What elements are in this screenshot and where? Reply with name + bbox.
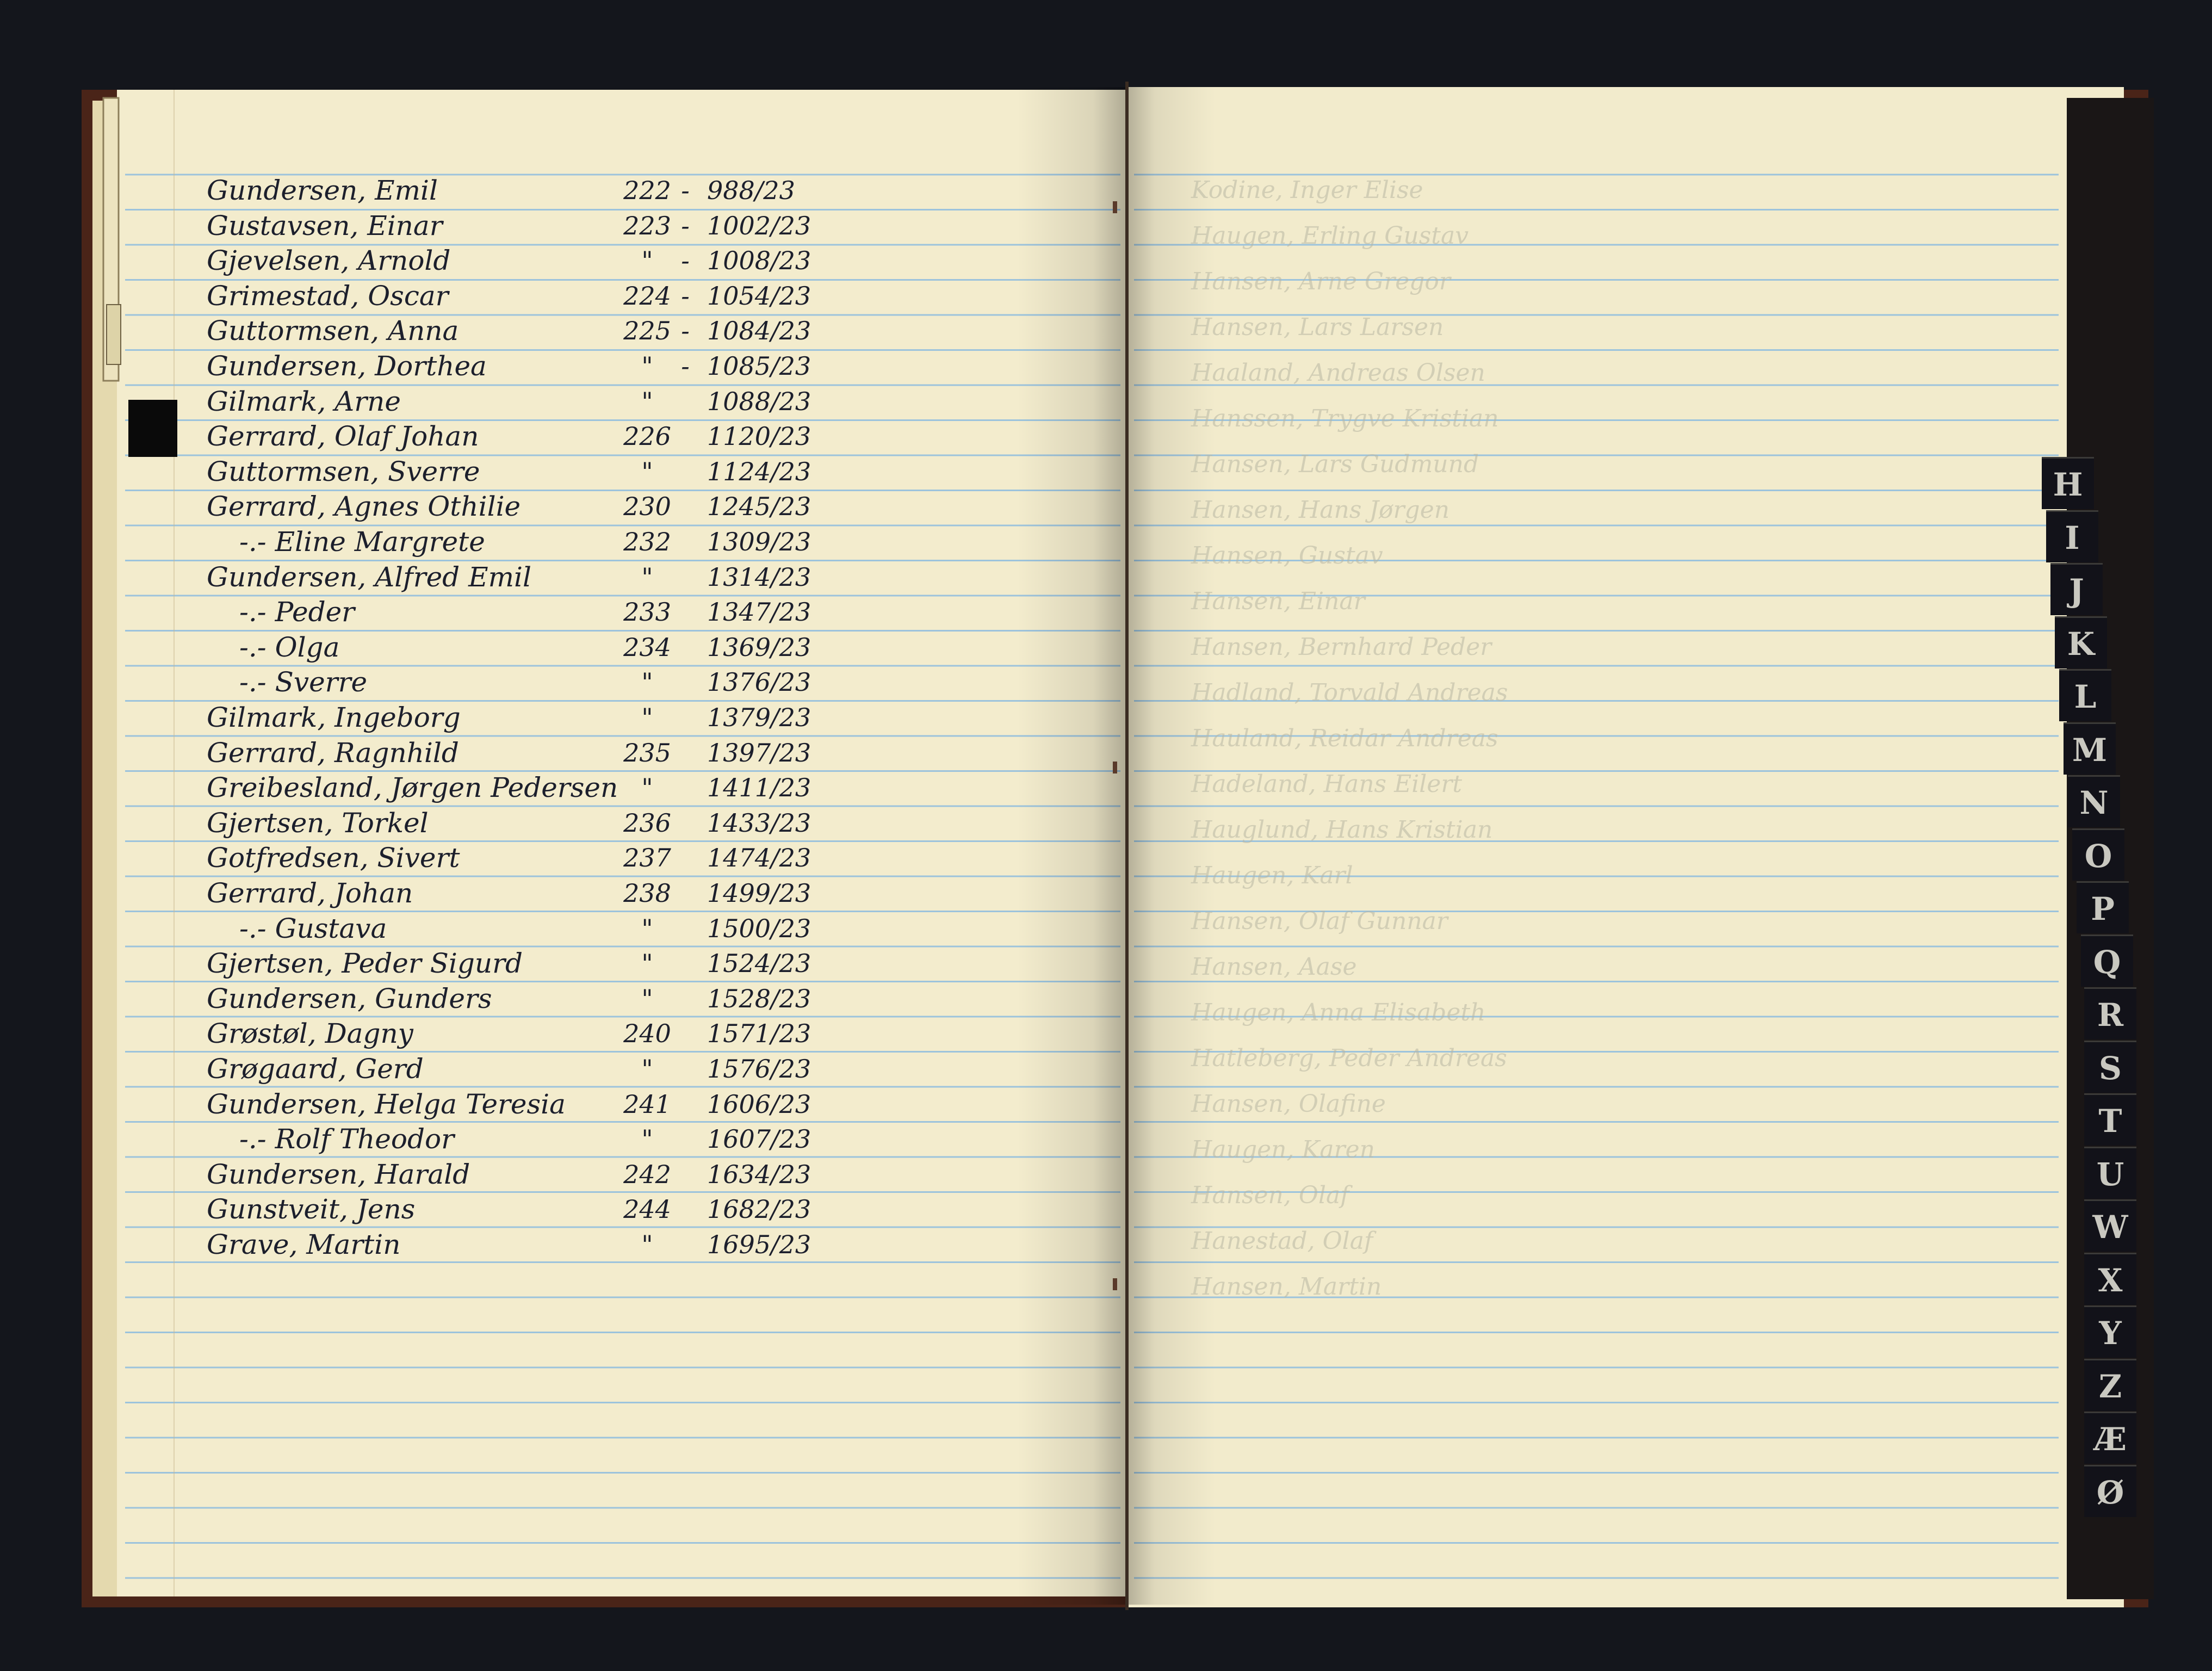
entry-name: Gundersen, Gunders <box>207 982 492 1014</box>
index-tab-11[interactable]: R <box>2084 987 2136 1039</box>
entry-name: Gerrard, Ragnhild <box>207 737 459 769</box>
index-tab-3[interactable]: J <box>2050 563 2103 615</box>
entry-name: Gotfredsen, Sivert <box>207 842 460 874</box>
ghost-entry-name: Kodine, Inger Elise <box>1191 176 1423 204</box>
entry-name: Grave, Martin <box>207 1229 401 1260</box>
index-tab-1[interactable]: H <box>2042 457 2094 509</box>
entry-dash: - <box>681 211 690 240</box>
entry-reference: 1245/23 <box>707 492 811 522</box>
entry-page-number: 236 <box>623 808 671 838</box>
entry-name: Gundersen, Alfred Emil <box>207 561 531 593</box>
entry-name: Gjevelsen, Arnold <box>207 245 451 277</box>
entry-page-number: 235 <box>623 738 671 768</box>
entry-dash: - <box>681 281 690 311</box>
entry-reference: 1474/23 <box>707 843 811 873</box>
ghost-entry-name: Hansen, Lars Gudmund <box>1191 450 1479 478</box>
entry-reference: 1085/23 <box>707 351 811 381</box>
entry-dash: - <box>681 316 690 346</box>
ghost-entry-name: Hansen, Arne Gregor <box>1191 268 1451 295</box>
entry-reference: 1088/23 <box>707 386 811 416</box>
entry-name: -.- Peder <box>239 596 355 628</box>
entry-reference: 1120/23 <box>707 422 811 451</box>
ghost-entry-name: Hatleberg, Peder Andreas <box>1191 1044 1507 1072</box>
index-tab-12[interactable]: S <box>2084 1041 2136 1093</box>
entry-name: Gjertsen, Torkel <box>207 807 429 839</box>
index-tab-9[interactable]: P <box>2077 881 2129 933</box>
entry-page-number: 225 <box>623 316 671 346</box>
entry-reference: 1576/23 <box>707 1054 811 1084</box>
entry-name: Gundersen, Harald <box>207 1158 470 1190</box>
ghost-entry-name: Haugen, Karl <box>1191 862 1353 889</box>
ghost-entry-name: Hadland, Torvald Andreas <box>1191 679 1508 707</box>
entry-reference: 1309/23 <box>707 527 811 556</box>
entry-reference: 1124/23 <box>707 456 811 486</box>
entry-page-number: " <box>641 773 653 803</box>
ghost-entry-name: Hansen, Aase <box>1191 953 1357 981</box>
index-tab-7[interactable]: N <box>2068 775 2120 827</box>
entry-name: Grimestad, Oscar <box>207 280 449 312</box>
entry-reference: 1369/23 <box>707 632 811 662</box>
index-tab-2[interactable]: I <box>2046 510 2098 562</box>
entry-page-number: 241 <box>623 1089 671 1119</box>
entry-page-number: " <box>641 1054 653 1084</box>
entry-name: -.- Rolf Theodor <box>239 1123 454 1155</box>
entry-page-number: 237 <box>623 843 671 873</box>
entry-name: Grøgaard, Gerd <box>207 1053 424 1085</box>
entry-page-number: 222 <box>623 176 671 205</box>
entry-name: -.- Eline Margrete <box>239 526 485 558</box>
entry-page-number: 242 <box>623 1159 671 1189</box>
index-tab-20[interactable]: Ø <box>2084 1465 2136 1517</box>
entry-name: Gilmark, Ingeborg <box>207 702 461 733</box>
entry-name: Grøstøl, Dagny <box>207 1018 413 1050</box>
entry-page-number: 234 <box>623 632 671 662</box>
entry-name: Gunstveit, Jens <box>207 1193 416 1226</box>
entry-page-number: 238 <box>623 878 671 908</box>
ghost-entry-name: Hauglund, Hans Kristian <box>1191 816 1493 844</box>
index-tab-10[interactable]: Q <box>2081 934 2133 987</box>
entry-name: -.- Sverre <box>239 666 368 698</box>
entry-reference: 1002/23 <box>707 211 811 240</box>
entry-name: Gerrard, Olaf Johan <box>207 420 479 453</box>
entry-reference: 1376/23 <box>707 667 811 697</box>
entry-dash: - <box>681 176 690 205</box>
ghost-entry-name: Haugen, Anna Elisabeth <box>1191 999 1486 1026</box>
entry-reference: 1695/23 <box>707 1230 811 1259</box>
ghost-entry-name: Hansen, Gustav <box>1191 542 1383 570</box>
index-tab-16[interactable]: X <box>2084 1253 2136 1305</box>
entry-reference: 1054/23 <box>707 281 811 311</box>
entry-name: Gustavsen, Einar <box>207 209 443 242</box>
entry-reference: 988/23 <box>707 176 795 205</box>
entry-name: Gerrard, Johan <box>207 877 413 909</box>
entry-page-number: 224 <box>623 281 671 311</box>
index-tab-4[interactable]: K <box>2055 616 2107 669</box>
entry-page-number: 233 <box>623 597 671 627</box>
entry-name: Gilmark, Arne <box>207 385 401 417</box>
index-tab-17[interactable]: Y <box>2084 1305 2136 1358</box>
index-tab-6[interactable]: M <box>2064 722 2116 775</box>
entry-reference: 1500/23 <box>707 913 811 943</box>
entry-reference: 1347/23 <box>707 597 811 627</box>
entry-reference: 1528/23 <box>707 983 811 1013</box>
index-tab-19[interactable]: Æ <box>2084 1412 2136 1464</box>
entry-page-number: " <box>641 703 653 732</box>
entry-name: Gjertsen, Peder Sigurd <box>207 948 523 980</box>
entry-page-number: 226 <box>623 422 671 451</box>
entry-reference: 1607/23 <box>707 1124 811 1154</box>
entry-page-number: " <box>641 1124 653 1154</box>
entry-page-number: 230 <box>623 492 671 522</box>
index-tab-14[interactable]: U <box>2084 1147 2136 1199</box>
entry-page-number: 240 <box>623 1019 671 1049</box>
entry-page-number: " <box>641 246 653 276</box>
entry-dash: - <box>681 246 690 276</box>
entry-reference: 1008/23 <box>707 246 811 276</box>
entry-page-number: " <box>641 913 653 943</box>
ghost-entry-name: Hanestad, Olaf <box>1191 1227 1373 1255</box>
ghost-entry-name: Hansen, Olaf Gunnar <box>1191 907 1448 935</box>
ghost-entry-name: Hansen, Lars Larsen <box>1191 313 1444 341</box>
entry-reference: 1499/23 <box>707 878 811 908</box>
entry-page-number: " <box>641 386 653 416</box>
entry-reference: 1433/23 <box>707 808 811 838</box>
entry-reference: 1682/23 <box>707 1195 811 1224</box>
index-tab-13[interactable]: T <box>2084 1093 2136 1146</box>
index-tab-15[interactable]: W <box>2084 1199 2136 1252</box>
ghost-entry-name: Hansen, Olafine <box>1191 1090 1386 1118</box>
entry-dash: - <box>681 351 690 381</box>
entry-reference: 1524/23 <box>707 949 811 979</box>
ghost-entry-name: Hadeland, Hans Eilert <box>1191 770 1463 798</box>
entry-page-number: 223 <box>623 211 671 240</box>
index-tab-8[interactable]: O <box>2072 828 2124 881</box>
ghost-entry-name: Hansen, Bernhard Peder <box>1191 633 1492 661</box>
ghost-entry-name: Hauland, Reidar Andreas <box>1191 725 1498 752</box>
entry-page-number: " <box>641 456 653 486</box>
entry-name: Guttormsen, Anna <box>207 315 459 347</box>
entry-name: Greibesland, Jørgen Pedersen <box>207 772 618 804</box>
entry-name: Gundersen, Helga Teresia <box>207 1088 566 1120</box>
ghost-entry-name: Haugen, Erling Gustav <box>1191 222 1469 250</box>
entry-reference: 1571/23 <box>707 1019 811 1049</box>
entry-reference: 1397/23 <box>707 738 811 768</box>
entry-name: Gundersen, Dorthea <box>207 350 487 382</box>
entry-page-number: 244 <box>623 1195 671 1224</box>
entry-reference: 1411/23 <box>707 773 811 803</box>
entry-reference: 1634/23 <box>707 1159 811 1189</box>
entry-page-number: " <box>641 983 653 1013</box>
entry-name: -.- Gustava <box>239 912 387 944</box>
ghost-entry-name: Hansen, Martin <box>1191 1273 1382 1301</box>
entry-reference: 1379/23 <box>707 703 811 732</box>
ghost-entry-name: Hansen, Einar <box>1191 587 1365 615</box>
entry-reference: 1084/23 <box>707 316 811 346</box>
ghost-entry-name: Hansen, Olaf <box>1191 1181 1349 1209</box>
ghost-entry-name: Haugen, Karen <box>1191 1136 1375 1163</box>
ghost-entry-name: Hansen, Hans Jørgen <box>1191 496 1450 524</box>
entry-page-number: " <box>641 1230 653 1259</box>
entry-reference: 1606/23 <box>707 1089 811 1119</box>
entry-name: -.- Olga <box>239 631 340 663</box>
ghost-entry-name: Hanssen, Trygve Kristian <box>1191 405 1499 432</box>
index-tab-5[interactable]: L <box>2059 669 2111 721</box>
entry-page-number: " <box>641 562 653 592</box>
entry-page-number: " <box>641 667 653 697</box>
entry-reference: 1314/23 <box>707 562 811 592</box>
entry-name: Guttormsen, Sverre <box>207 455 480 487</box>
entry-page-number: 232 <box>623 527 671 556</box>
entry-name: Gundersen, Emil <box>207 175 438 206</box>
entry-page-number: " <box>641 351 653 381</box>
index-tab-18[interactable]: Z <box>2084 1359 2136 1411</box>
entry-page-number: " <box>641 949 653 979</box>
entry-name: Gerrard, Agnes Othilie <box>207 491 521 523</box>
ghost-entry-name: Haaland, Andreas Olsen <box>1191 359 1485 387</box>
